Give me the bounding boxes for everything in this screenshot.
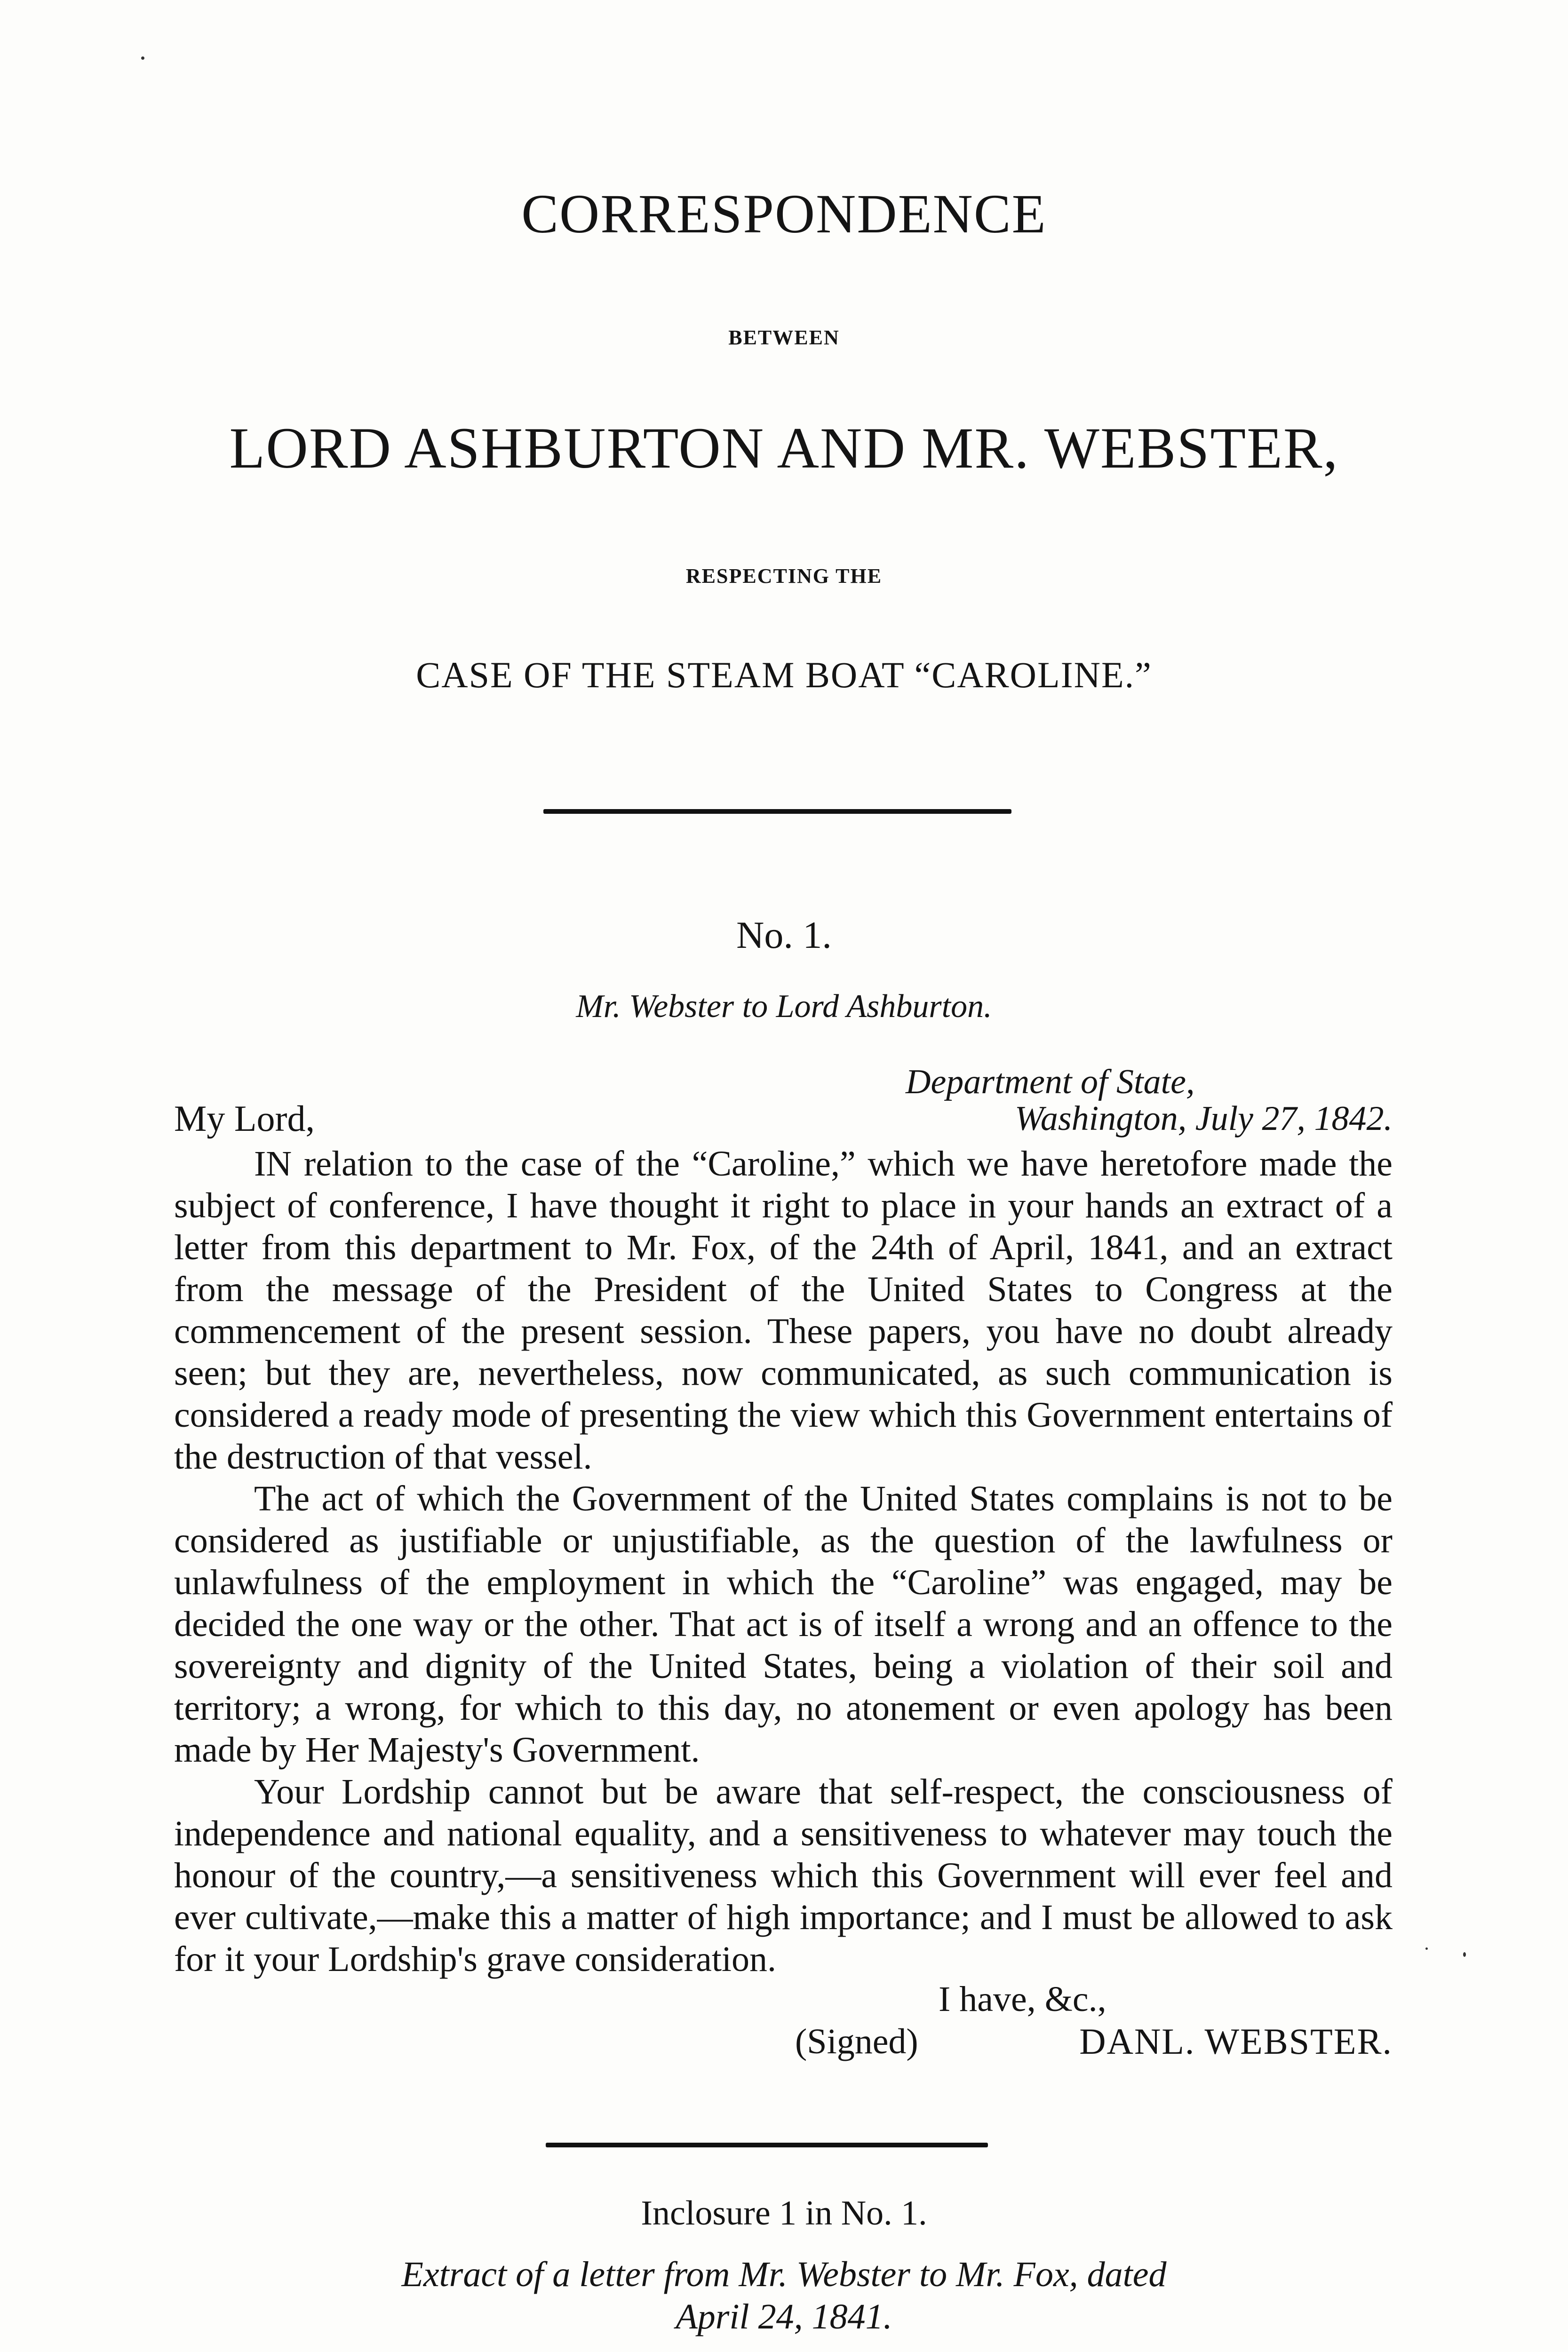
heading-parties: LORD ASHBURTON AND MR. WEBSTER, xyxy=(229,416,1339,480)
inclosure-title xyxy=(0,2253,1568,2338)
divider-rule xyxy=(546,2143,988,2147)
signature: DANL. WEBSTER. xyxy=(1079,2021,1393,2062)
inclosure-label: Inclosure 1 in No. 1. xyxy=(641,2194,927,2233)
scan-speck xyxy=(1425,1947,1428,1950)
heading-respecting: RESPECTING THE xyxy=(685,564,883,588)
letter-body xyxy=(174,1143,1393,1980)
scan-speck xyxy=(141,56,144,60)
divider-rule xyxy=(543,809,1011,814)
letter-number: No. 1. xyxy=(736,914,832,956)
letter-place: Department of State, xyxy=(906,1063,1195,1101)
letter-salutation: My Lord, xyxy=(174,1098,315,1139)
heading-case: CASE OF THE STEAM BOAT “CAROLINE.” xyxy=(416,654,1152,695)
inclosure-title-line: Extract of a letter from Mr. Webster to Mr. Fox, dated xyxy=(401,2255,1167,2294)
heading-between: BETWEEN xyxy=(728,326,840,349)
letter-paragraph: IN relation to the case of the “Caroline,” which we have heretofore made the subject of conference, I have thought it right to place in your hands an extract of a letter from this department to Mr. Fox, of the 24th of April, 1841, and an extract from the message of the President of the United States to Congress at the commencement of the present session. These papers, you have no doubt already seen; but they are, nevertheless, now communicated, as such communication is considered a ready mode of presenting the view which this Government entertains of the destruction of that vessel. xyxy=(174,1144,1393,1477)
letter-closing: I have, &c., xyxy=(939,1979,1106,2019)
scan-speck xyxy=(1463,1952,1466,1957)
letter-paragraph: Your Lordship cannot but be aware that self-respect, the consciousness of independence and national equality, and a sensitiveness to whatever may touch the honour of the country,—a sensitiveness which this Government will ever feel and ever cultivate,—make this a matter of high importance; and I must be allowed to ask for it your Lordship's grave consideration. xyxy=(174,1772,1393,1979)
letter-paragraph: The act of which the Government of the United States complains is not to be considered as justifiable or unjustifiable, as the question of the lawfulness or unlawfulness of the employment in which the “Caroline” was engaged, may be decided the one way or the other. That act is of itself a wrong and an offence to the sovereignty and dignity of the United States, being a violation of their soil and territory; a wrong, for which to this day, no atonement or even apology has been made by Her Majesty's Government. xyxy=(174,1479,1393,1770)
inclosure-title-line: April 24, 1841. xyxy=(676,2297,892,2336)
letter-date: Washington, July 27, 1842. xyxy=(1014,1099,1393,1138)
signed-label: (Signed) xyxy=(795,2022,918,2061)
letter-subtitle: Mr. Webster to Lord Ashburton. xyxy=(576,988,992,1025)
heading-title: CORRESPONDENCE xyxy=(521,183,1047,245)
